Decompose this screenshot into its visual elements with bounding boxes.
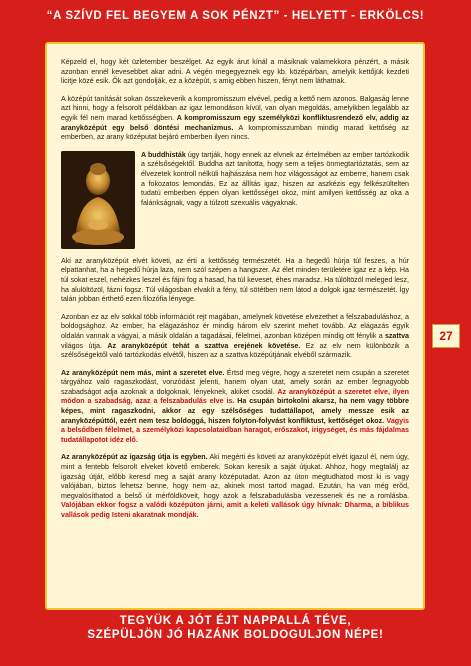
paragraph-6-bold: Az aranyközépút az igazság útja is egyben. (61, 453, 208, 462)
paragraph-5-text: Értsd meg végre, hogy a szeretet nem csupán a szeretet tárgyához való ragaszkodást, vonzódást jelenti, hanem olyan utat, amely során az ember legnagyobb szabadságot adja azoknak a dolgoknak, lényeknek, akiket csodál. (61, 368, 409, 396)
paragraph-4-szattva: szattva (384, 331, 409, 340)
footer-line-1: TEGYÜK A JÓT ÉJT NAPPALLÁ TÉVE, (119, 615, 352, 627)
paragraph-4-bold: Az aranyközépút tehát a szattva erejének követése. (107, 341, 301, 350)
paragraph-4-text: Azonban ez az elv sokkal több információt rejt magában, amelynek követése elvezethet a felszabaduláshoz, a boldogsághoz. Az ember, ha elágazáshoz ér mindig három elv szerint mehet tovább. Az elágazás egyik oldalán vannak a vágyai, a másik oldalán a tagadásai, félelmei, azonban középen mindig ott fénylik a (61, 312, 409, 340)
buddha-section (61, 151, 409, 249)
page-title: “A SZÍVD FEL BEGYEM A SOK PÉNZT” - HELYETT - ERKÖLCS! (46, 10, 425, 22)
article-panel (45, 42, 425, 610)
paragraph-4-mid: világos útja. (61, 341, 108, 350)
paragraph-5-bold: Az aranyközépút nem más, mint a szeretet elve. (61, 368, 225, 377)
paragraph-1: Képzeld el, hogy két üzletember beszélget. Az egyik árut kínál a másiknak valamekkora pénzért, a másik azonban ennél kevesebbet akar adni. A végén megegyeznek egy kb. középárban, amelyik kettőjük kezdeti licitje közé esik. Ők azt gondolják, ez a középút, s amig ebben hiszen, fényt nem láthatnak. (61, 58, 409, 86)
paragraph-2-bold: A kompromisszum egy személyközi konfliktusrendező elv, addig az aranyközépút egy belső döntési mechanizmus. (61, 113, 410, 132)
paragraph-5-red2: Vagyis a belsődben félelmet, a személyközi kapcsolataidban haragot, erőszakot, irigységet, és más fájdalmas tudatállapotot idéz elő. (61, 416, 410, 444)
buddha-text: úgy tartják, hogy ennek az elvnek az értelmében az ember tartózkodik a szélsőségektől. Buddha azt tanította, hogy sem a teljes önmegtartóztatás, sem az élvezetek kontroll nélküli hajhászása nem hoz világosságot az emberre, hanem csak a fokozatos lemondás. Ez az állítás igaz, hiszen az aszkézis egy felkészültelten tudatú emberben éppen olyan kettősséget okoz, mint amilyen kettősség az oka a falánkságnak, vagy a túlzott szexuális vágyaknak. (141, 150, 409, 207)
paragraph-4 (61, 313, 409, 361)
buddha-paragraph (141, 151, 409, 249)
paragraph-5-red: Az aranyközépút a szeretet elve, ilyen módon a szabadság, azaz a felszabadulás elve is. (61, 387, 409, 406)
paragraph-4-tail: Ez az elv nem különbözik a szélsőségektől való tartózkodás elvétől, hiszen az a szattva középútjának elvéből származik. (61, 341, 409, 360)
buddha-icon (61, 151, 135, 249)
paragraph-2-tail: A kompromisszumban mindig marad kettőség az emberben, az arany középutat bejáró emberben ilyen nincs. (61, 123, 409, 142)
paragraph-3: Aki az aranyközépút elvét követi, az érti a kettősség természetét. Ha a hegedű húrja túl feszes, a húr elpattanhat, ha a hegedű húrja laza, nem szól szépen a hangszer. Az élet minden területére igaz ez a kép. Ha túl sokat eszel, nehézkes leszel és fájni fog a hasad, ha túl keveset, éhes maradsz. Ha túlöltözöl meleged lesz, ha alulöltözöl, fázni fogsz. Túl világosban elvakít a fény, túl sötétben nem látod a dolgok igaz természetét. Így talán jobban érthető ezen filozófia lényege. (61, 256, 409, 304)
paragraph-2-text: A középút tanítását sokan összekeverik a kompromisszum elvével, pedig a kettő nem azonos. Balgaság lenne azt hinni, hogy a felsorolt példákban az igaz lemondáson kívül, van olyan megoldás, amelyikben legalább az egyik fél nem marad kettősségben. (61, 94, 409, 122)
footer-slogan (0, 614, 471, 642)
paragraph-6 (61, 453, 409, 520)
paragraph-6-red: Valójában ekkor fogsz a valódi középúton járni, amit a keleti vallások úgy hívnak: Dharma, a biblikus vallások pedig Isteni akaratnak mondják. (61, 501, 409, 519)
paragraph-6-text: Aki megérti és követi az aranyközépút elvét igazul él, nem úgy, mint a fentebb felsorolt elveket követő emberek. Sokan keresik a saját útjukat. Ahhoz, hogy megtalálj az igazság útját, előbb keresd meg a saját arany középutadat. Azon az úton megtudhatod most ki is vagy valójában, biztos lehetsz benne, hogy nem az, akinek most tartod magad. Ezután, ha van még erőd, megvalósíthatod a belső út mérföldköveit, hogy azok a felszabadulásba vezessenek és ne a romlásba. (61, 453, 410, 500)
paragraph-5 (61, 369, 409, 446)
paragraph-2 (61, 95, 409, 143)
page-number-badge: 27 (432, 324, 460, 348)
buddha-heading: A buddhisták (141, 150, 186, 159)
buddha-statue-image (61, 151, 135, 249)
paragraph-5-bold2: Ha csupán birtokolni akarsz, ha nem vagy többre képes, mint ragaszkodni, akkor az egy szélsőséges tudattállapot, amely messze esik az aranyközépúttól, ezért nem tesz boldoggá, hiszen folyton-folyvást konfliktust, kettőséget okoz. (61, 397, 409, 425)
footer-line-2: SZÉPÜLJÖN JÓ HAZÁNK BOLDOGULJON NÉPE! (87, 629, 384, 641)
